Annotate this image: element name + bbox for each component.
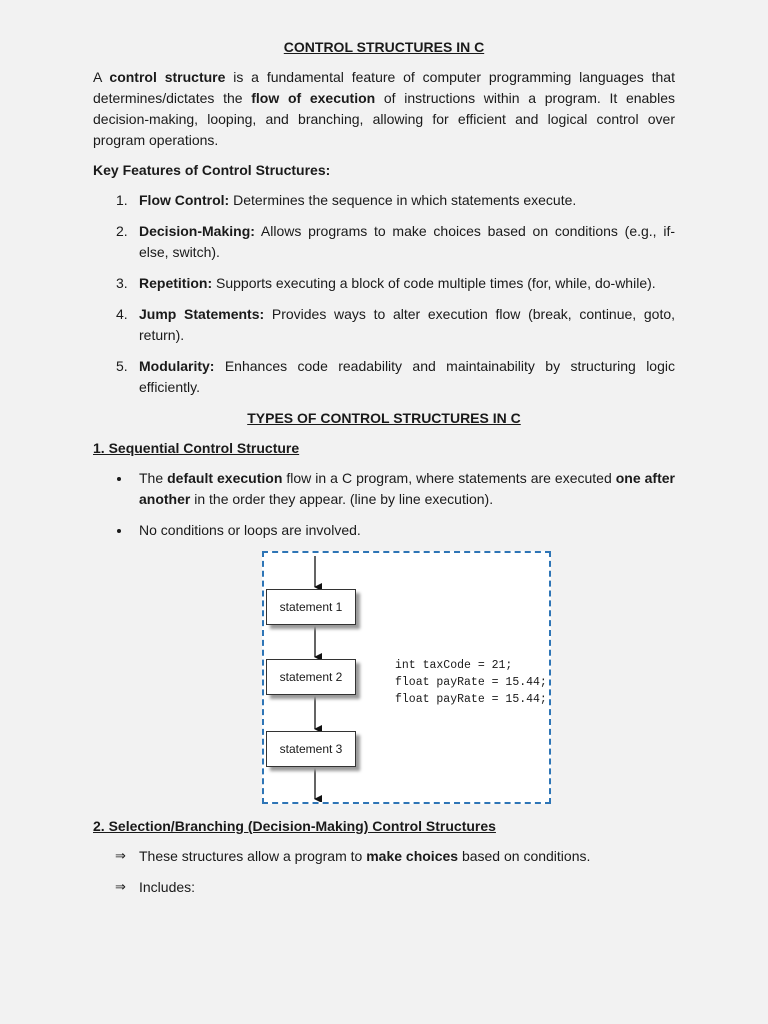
statement-box-3: statement 3: [266, 731, 356, 767]
intro-paragraph: A control structure is a fundamental feature of computer programming languages that determines/dictates the flow of execution of instructions within a program. It enables decision-making, looping, and branching, allowing for efficient and logical control over program operations.: [93, 69, 675, 148]
sequential-flow-figure: [262, 551, 551, 804]
feature-item-5: 5. Modularity: Enhances code readability and maintainability by structuring logic efficiently.: [116, 358, 675, 395]
bullet-dot-icon: [117, 529, 121, 533]
section1-bullets: [93, 468, 675, 541]
code-line: int taxCode = 21;: [395, 659, 513, 672]
double-arrow-icon: ⇒: [115, 849, 126, 864]
term-flow-of-execution: flow of execution: [251, 90, 376, 106]
feature-item-3: 3. Repetition: Supports executing a block of code multiple times (for, while, do-while).: [116, 275, 656, 291]
feature-item-2: 2. Decision-Making: Allows programs to make choices based on conditions (e.g., if-else, switch).: [116, 223, 675, 260]
bullet-item: The default execution flow in a C program, where statements are executed one after another in the order they appear. (line by line execution).: [93, 468, 675, 510]
feature-item-1: 1. Flow Control: Determines the sequence in which statements execute.: [116, 192, 577, 208]
key-features-heading: Key Features of Control Structures:: [93, 162, 331, 178]
features-list: [93, 190, 675, 398]
arrow-list-item: ⇒ These structures allow a program to make choices based on conditions.: [93, 846, 675, 867]
document-page: [93, 37, 675, 908]
statement-box-2: statement 2: [266, 659, 356, 695]
bullet-dot-icon: [117, 477, 121, 481]
section2-list: [93, 846, 675, 898]
code-line: float payRate = 15.44;: [395, 676, 547, 689]
types-heading: TYPES OF CONTROL STRUCTURES IN C: [247, 410, 521, 426]
arrow-list-item: ⇒ Includes:: [93, 877, 675, 898]
section2-heading: 2. Selection/Branching (Decision-Making) Control Structures: [93, 818, 496, 834]
code-snippet: [395, 657, 547, 708]
section1-heading: 1. Sequential Control Structure: [93, 440, 300, 456]
bullet-item: No conditions or loops are involved.: [93, 520, 675, 541]
code-line: float payRate = 15.44;: [395, 693, 547, 706]
statement-box-1: statement 1: [266, 589, 356, 625]
feature-item-4: 4. Jump Statements: Provides ways to alter execution flow (break, continue, goto, return).: [116, 306, 676, 343]
page-title: CONTROL STRUCTURES IN C: [283, 39, 485, 55]
double-arrow-icon: ⇒: [115, 880, 126, 895]
term-control-structure: control structure: [109, 69, 226, 85]
